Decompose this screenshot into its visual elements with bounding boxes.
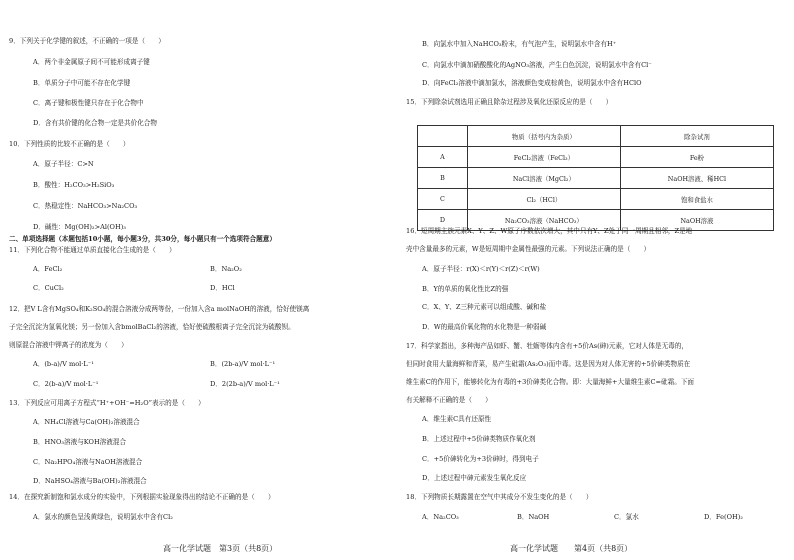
q14-option: A．氯水的颜色呈浅黄绿色，说明氯水中含有Cl₂ <box>33 513 173 521</box>
q17-line: 有关解释不正确的是（ ） <box>406 396 492 404</box>
right-page <box>397 0 794 560</box>
q16-option: B．Y的单质的氧化性比Z的强 <box>422 285 509 293</box>
table-cell: C <box>418 189 468 210</box>
table-header-row <box>418 126 774 147</box>
table-header-cell: 除杂试剂 <box>620 126 773 147</box>
page-footer: 高一化学试题 第3页（共8页） <box>163 544 278 553</box>
q10-option: D．碱性：Mg(OH)₂>Al(OH)₃ <box>33 223 126 231</box>
q12-option: B．(2b-a)/V mol·L⁻¹ <box>210 360 276 368</box>
q12-option: A．(b-a)/V mol·L⁻¹ <box>33 360 94 368</box>
q14-option: C．向氯水中滴加硝酸酸化的AgNO₃溶液，产生白色沉淀，说明氯水中含有Cl⁻ <box>422 61 652 69</box>
table-cell: D <box>418 210 468 231</box>
table-cell: 饱和食盐水 <box>620 189 773 210</box>
q9-option: C．离子键和极性键只存在于化合物中 <box>33 99 144 107</box>
page-footer: 高一化学试题 第4页（共8页） <box>510 544 633 553</box>
q11-stem: 11．下列化合物不能通过单质直接化合生成的是（ ） <box>9 246 176 254</box>
q17-line: 维生素C的作用下，能够转化为有毒的+3价砷类化合物。即：大量海鲜+大量维生素C=砒霜。下面 <box>406 378 695 386</box>
q18-option: C．氯水 <box>614 513 639 521</box>
q12-option: C．2(b-a)/V mol·L⁻¹ <box>33 380 99 388</box>
section-title: 二、单项选择题（本题包括10小题，每小题3分，共30分，每小题只有一个选项符合题意） <box>9 235 276 243</box>
table-cell: Cl₂（HCl） <box>467 189 620 210</box>
table-row <box>418 189 774 210</box>
q16-line: 16．短周期主族元素X、Y、Z、W原子序数依次增大，其中只有Y、Z处于同一周期且相邻，Z是地 <box>406 227 693 235</box>
table-header-cell: 物质（括号内为杂质） <box>467 126 620 147</box>
q18-stem: 18．下列物质长期露置在空气中其成分不发生变化的是（ ） <box>406 493 593 501</box>
q9-option: B．单质分子中可能不存在化学键 <box>33 79 131 87</box>
q15-stem: 15．下列除杂试剂选用正确且除杂过程涉及氧化还原反应的是（ ） <box>406 98 613 106</box>
table-cell: NaCl溶液（MgCl₂） <box>467 168 620 189</box>
q9-option: A．两个非金属原子间不可能形成离子键 <box>33 58 150 66</box>
q17-line: 但同时食用大量海鲜和青菜，易产生砒霜(As₂O₃)而中毒。这是因为对人体无害的+5价砷类物质在 <box>406 360 691 368</box>
q16-option: D．W的最高价氧化物的水化物是一种弱碱 <box>422 323 547 331</box>
q11-option: B．Na₂O₂ <box>210 265 242 273</box>
table-cell: NaOH溶液、稀HCl <box>620 168 773 189</box>
table-cell: B <box>418 168 468 189</box>
q14-stem: 14．在探究新制饱和氯水成分的实验中，下列根据实验现象得出的结论不正确的是（ ） <box>9 493 275 501</box>
q17-option: A．维生素C具有还原性 <box>422 415 492 423</box>
q13-option: D．NaHSO₄溶液与Ba(OH)₂溶液混合 <box>33 477 147 485</box>
table-cell: Fe粉 <box>620 147 773 168</box>
q9-stem: 9．下列关于化学键的叙述，不正确的一项是（ ） <box>9 37 165 45</box>
q9-option: D．含有共价键的化合物一定是共价化合物 <box>33 119 157 127</box>
q15-table <box>417 125 774 231</box>
table-row <box>418 147 774 168</box>
q14-option: D．向FeCl₂溶液中滴加氯水，溶液颜色变成棕黄色，说明氯水中含有HClO <box>422 79 642 87</box>
table-cell: NaOH溶液 <box>620 210 773 231</box>
q16-option: C．X、Y、Z三种元素可以组成酸、碱和盐 <box>422 303 547 311</box>
q12-option: D．2(2b-a)/V mol·L⁻¹ <box>210 380 280 388</box>
q17-line: 17．科学家指出，多种海产品如虾、蟹、牡蛎等体内含有+5价As(砷)元素，它对人体是无毒的， <box>406 342 688 350</box>
q10-stem: 10．下列性质的比较不正确的是（ ） <box>9 140 130 148</box>
q10-option: B．酸性：H₂CO₃>H₂SiO₃ <box>33 181 115 189</box>
q11-option: C．CuCl₂ <box>33 284 64 292</box>
q18-option: A．Na₂CO₃ <box>422 513 459 521</box>
q14-option: B．向氯水中加入NaHCO₃粉末，有气泡产生，说明氯水中含有H⁺ <box>422 40 617 48</box>
q12-line: 12．把V L含有MgSO₄和K₂SO₄的混合溶液分成两等份，一份加入含a molNaOH的溶液，恰好使镁离 <box>9 305 310 313</box>
table-header-cell <box>418 126 468 147</box>
q17-option: C．+5价砷转化为+3价砷时，得到电子 <box>422 455 539 463</box>
q10-option: C．热稳定性：NaHCO₃>Na₂CO₃ <box>33 202 138 210</box>
q17-option: D．上述过程中砷元素发生氧化反应 <box>422 474 527 482</box>
q13-option: C．Na₂HPO₄溶液与NaOH溶液混合 <box>33 458 143 466</box>
table-cell: FeCl₂溶液（FeCl₃） <box>467 147 620 168</box>
q16-line: 壳中含量最多的元素，W是短周期中金属性最强的元素。下列说法正确的是（ ） <box>406 245 651 253</box>
q13-option: A．NH₄Cl溶液与Ca(OH)₂溶液混合 <box>33 418 140 426</box>
q18-option: D．Fe(OH)₂ <box>704 513 743 521</box>
q13-option: B．HNO₃溶液与KOH溶液混合 <box>33 438 127 446</box>
q12-line: 则原混合溶液中钾离子的浓度为（ ） <box>9 341 128 349</box>
q16-option: A．原子半径：r(X)＜r(Y)＜r(Z)＜r(W) <box>422 265 540 273</box>
q18-option: B．NaOH <box>517 513 550 521</box>
q11-option: D．HCl <box>210 284 235 292</box>
table-cell: A <box>418 147 468 168</box>
q11-option: A．FeCl₂ <box>33 265 63 273</box>
q13-stem: 13．下列反应可用离子方程式“H⁺+OH⁻=H₂O”表示的是（ ） <box>9 399 205 407</box>
q17-option: B．上述过程中+5价砷类物质作氧化剂 <box>422 435 536 443</box>
q12-line: 子完全沉淀为氢氧化镁；另一份加入含bmolBaCl₂的溶液，恰好使硫酸根离子完全沉淀为硫酸钡。 <box>9 323 295 331</box>
table-row <box>418 168 774 189</box>
table-cell: Na₂CO₃溶液（NaHCO₃） <box>467 210 620 231</box>
q10-option: A．原子半径：C>N <box>33 160 94 168</box>
